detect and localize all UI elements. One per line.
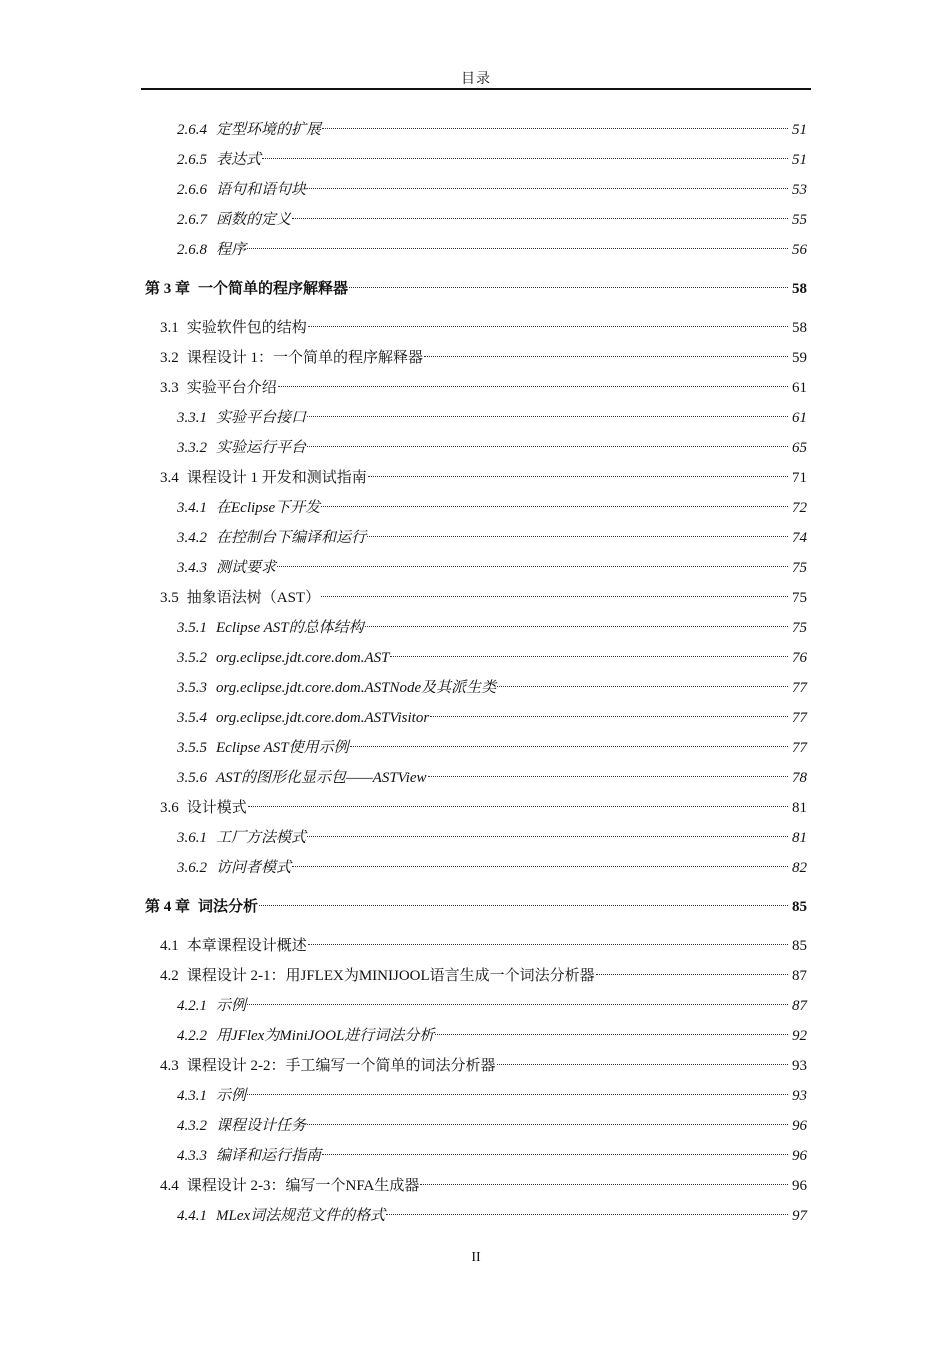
toc-entry[interactable] <box>141 145 811 175</box>
toc-entry-number: 4.1 <box>160 938 179 954</box>
toc-entry-page: 51 <box>792 152 807 168</box>
toc-entry-title: 编译和运行指南 <box>216 1148 322 1164</box>
toc-entry-page: 71 <box>792 470 807 486</box>
toc-entry-title: 实验软件包的结构 <box>186 320 307 336</box>
toc-entry-page: 75 <box>792 560 807 576</box>
dot-leader <box>308 326 788 327</box>
toc-entry-page: 87 <box>792 968 807 984</box>
dot-leader <box>307 1124 788 1125</box>
dot-leader <box>386 1214 788 1215</box>
toc-entry-number: 3.4.3 <box>177 560 207 576</box>
toc-entry-page: 58 <box>792 320 807 336</box>
dot-leader <box>497 1064 789 1065</box>
toc-entry-number: 3.6.2 <box>177 860 207 876</box>
toc-entry-number: 4.3.3 <box>177 1148 207 1164</box>
toc-entry-title: 实验运行平台 <box>216 440 307 456</box>
toc-entry-page: 93 <box>792 1088 807 1104</box>
toc-entry[interactable] <box>141 1081 811 1111</box>
toc-entry[interactable] <box>141 493 811 523</box>
toc-entry-title: 示例 <box>216 1088 247 1104</box>
toc-entry-page: 61 <box>792 410 807 426</box>
toc-entry-number: 3.4 <box>160 470 179 486</box>
toc-entry-number: 3.5.2 <box>177 650 207 666</box>
toc-entry-title: Eclipse AST的总体结构 <box>216 620 364 636</box>
toc-entry-number: 第 4 章 <box>145 899 191 915</box>
toc-entry-title: 用JFlex为MiniJOOL进行词法分析 <box>216 1028 435 1044</box>
toc-entry-page: 81 <box>792 800 807 816</box>
toc-entry-title: 课程设计 2-3：编写一个NFA生成器 <box>186 1178 420 1194</box>
dot-leader <box>365 626 788 627</box>
toc-entry-title: org.eclipse.jdt.core.dom.ASTNode及其派生类 <box>216 680 497 696</box>
page-number: II <box>471 1250 481 1265</box>
dot-leader <box>349 287 788 288</box>
toc-entry-title: 在控制台下编译和运行 <box>216 530 367 546</box>
toc-entry-number: 3.1 <box>160 320 179 336</box>
toc-chapter-entry[interactable] <box>141 887 811 927</box>
toc-entry-title: 本章课程设计概述 <box>186 938 307 954</box>
toc-entry[interactable] <box>141 793 811 823</box>
toc-entry-page: 96 <box>792 1118 807 1134</box>
dot-leader <box>420 1184 788 1185</box>
toc-entry-number: 2.6.7 <box>177 212 207 228</box>
toc-entry-page: 77 <box>792 740 807 756</box>
running-header: 目录 <box>461 72 491 87</box>
toc-entry-title: 表达式 <box>216 152 262 168</box>
toc-entry-title: 课程设计任务 <box>216 1118 307 1134</box>
dot-leader <box>321 596 788 597</box>
dot-leader <box>247 1004 788 1005</box>
toc-entry-title: 抽象语法树（AST） <box>186 590 321 606</box>
toc-entry-page: 65 <box>792 440 807 456</box>
dot-leader <box>428 776 788 777</box>
toc-entry-number: 2.6.4 <box>177 122 207 138</box>
dot-leader <box>322 1154 788 1155</box>
toc-entry-page: 55 <box>792 212 807 228</box>
toc-entry-page: 75 <box>792 590 807 606</box>
toc-entry[interactable] <box>141 931 811 961</box>
toc-entry-page: 78 <box>792 770 807 786</box>
toc-entry-page: 74 <box>792 530 807 546</box>
toc-entry[interactable] <box>141 1171 811 1201</box>
toc-entry-title: 课程设计 1 开发和测试指南 <box>186 470 367 486</box>
toc-entry-page: 58 <box>792 281 807 297</box>
toc-entry-page: 92 <box>792 1028 807 1044</box>
dot-leader <box>259 905 788 906</box>
header-rule <box>141 88 811 90</box>
toc-entry-number: 2.6.8 <box>177 242 207 258</box>
toc-entry[interactable] <box>141 643 811 673</box>
toc-entry-number: 3.3.1 <box>177 410 207 426</box>
toc-entry-title: 示例 <box>216 998 247 1014</box>
toc-entry[interactable] <box>141 1051 811 1081</box>
toc-entry-page: 85 <box>792 899 807 915</box>
toc-entry-title: 程序 <box>216 242 247 258</box>
toc-entry[interactable] <box>141 733 811 763</box>
toc-entry[interactable] <box>141 703 811 733</box>
toc-entry-title: 课程设计 2-2：手工编写一个简单的词法分析器 <box>186 1058 496 1074</box>
toc-entry-page: 87 <box>792 998 807 1014</box>
toc-entry-page: 61 <box>792 380 807 396</box>
toc-entry-title: 实验平台接口 <box>216 410 307 426</box>
toc-entry-number: 4.4.1 <box>177 1208 207 1224</box>
toc-entry-title: 语句和语句块 <box>216 182 307 198</box>
toc-entry-page: 51 <box>792 122 807 138</box>
toc-entry-title: 访问者模式 <box>216 860 292 876</box>
toc-entry-page: 82 <box>792 860 807 876</box>
toc-entry[interactable] <box>141 313 811 343</box>
dot-leader <box>307 446 788 447</box>
toc-entry-number: 3.3 <box>160 380 179 396</box>
toc-chapter-entry[interactable] <box>141 269 811 309</box>
toc-entry-title: 工厂方法模式 <box>216 830 307 846</box>
toc-entry-title: 函数的定义 <box>216 212 292 228</box>
toc-entry-number: 4.4 <box>160 1178 179 1194</box>
toc-entry-page: 96 <box>792 1148 807 1164</box>
toc-entry-number: 3.6.1 <box>177 830 207 846</box>
toc-entry-page: 81 <box>792 830 807 846</box>
dot-leader <box>262 158 788 159</box>
table-of-contents <box>141 115 811 1231</box>
toc-entry-number: 3.5.6 <box>177 770 207 786</box>
toc-entry-number: 2.6.5 <box>177 152 207 168</box>
toc-entry-title: 在Eclipse下开发 <box>216 500 321 516</box>
toc-entry[interactable] <box>141 373 811 403</box>
dot-leader <box>307 188 788 189</box>
toc-entry-number: 3.5.3 <box>177 680 207 696</box>
toc-entry-page: 97 <box>792 1208 807 1224</box>
toc-entry-number: 3.5.1 <box>177 620 207 636</box>
toc-entry-number: 4.2.1 <box>177 998 207 1014</box>
toc-entry[interactable] <box>141 763 811 793</box>
dot-leader <box>350 746 788 747</box>
toc-entry-title: AST的图形化显示包——ASTView <box>216 770 427 786</box>
toc-entry[interactable] <box>141 553 811 583</box>
toc-entry-page: 72 <box>792 500 807 516</box>
toc-entry-number: 4.2.2 <box>177 1028 207 1044</box>
toc-entry[interactable] <box>141 853 811 883</box>
toc-entry-title: 词法分析 <box>198 899 259 915</box>
toc-entry-title: MLex词法规范文件的格式 <box>216 1208 386 1224</box>
toc-entry[interactable] <box>141 403 811 433</box>
dot-leader <box>292 218 788 219</box>
dot-leader <box>497 686 788 687</box>
toc-entry-number: 3.4.1 <box>177 500 207 516</box>
toc-entry-title: Eclipse AST使用示例 <box>216 740 349 756</box>
toc-entry[interactable] <box>141 613 811 643</box>
toc-entry-page: 96 <box>792 1178 807 1194</box>
toc-entry[interactable] <box>141 961 811 991</box>
dot-leader <box>292 866 788 867</box>
toc-entry[interactable] <box>141 433 811 463</box>
dot-leader <box>308 944 788 945</box>
toc-entry-number: 4.3.1 <box>177 1088 207 1104</box>
dot-leader <box>277 566 788 567</box>
dot-leader <box>278 386 788 387</box>
toc-entry-title: 定型环境的扩展 <box>216 122 322 138</box>
toc-entry-number: 第 3 章 <box>145 281 191 297</box>
toc-entry-page: 76 <box>792 650 807 666</box>
toc-entry-title: 实验平台介绍 <box>186 380 277 396</box>
toc-entry[interactable] <box>141 523 811 553</box>
toc-entry-page: 93 <box>792 1058 807 1074</box>
toc-entry[interactable] <box>141 343 811 373</box>
dot-leader <box>307 836 788 837</box>
toc-entry-number: 4.3.2 <box>177 1118 207 1134</box>
toc-entry-number: 3.5 <box>160 590 179 606</box>
toc-entry-number: 3.5.4 <box>177 710 207 726</box>
toc-entry[interactable] <box>141 463 811 493</box>
toc-entry-title: 课程设计 2-1：用JFLEX为MINIJOOL语言生成一个词法分析器 <box>186 968 595 984</box>
toc-entry-title: 课程设计 1：一个简单的程序解释器 <box>186 350 424 366</box>
toc-entry-title: 测试要求 <box>216 560 277 576</box>
toc-entry[interactable] <box>141 205 811 235</box>
dot-leader <box>248 806 788 807</box>
dot-leader <box>368 476 788 477</box>
toc-entry-number: 3.6 <box>160 800 179 816</box>
dot-leader <box>596 974 788 975</box>
dot-leader <box>435 1034 788 1035</box>
toc-entry-title: 设计模式 <box>186 800 247 816</box>
toc-entry-page: 56 <box>792 242 807 258</box>
toc-entry[interactable] <box>141 583 811 613</box>
toc-entry-number: 4.2 <box>160 968 179 984</box>
toc-entry-title: 一个简单的程序解释器 <box>198 281 349 297</box>
dot-leader <box>367 536 788 537</box>
toc-entry-page: 77 <box>792 710 807 726</box>
toc-entry[interactable] <box>141 175 811 205</box>
toc-entry[interactable] <box>141 115 811 145</box>
toc-entry[interactable] <box>141 1201 811 1231</box>
dot-leader <box>430 716 788 717</box>
toc-entry-page: 77 <box>792 680 807 696</box>
toc-entry-title: org.eclipse.jdt.core.dom.ASTVisitor <box>216 710 430 726</box>
toc-entry[interactable] <box>141 1021 811 1051</box>
toc-entry[interactable] <box>141 991 811 1021</box>
dot-leader <box>424 356 788 357</box>
toc-entry-number: 3.4.2 <box>177 530 207 546</box>
toc-entry[interactable] <box>141 235 811 265</box>
dot-leader <box>247 1094 788 1095</box>
toc-entry-number: 3.5.5 <box>177 740 207 756</box>
dot-leader <box>247 248 788 249</box>
toc-entry-page: 53 <box>792 182 807 198</box>
toc-entry-number: 3.3.2 <box>177 440 207 456</box>
dot-leader <box>322 128 788 129</box>
toc-entry-number: 2.6.6 <box>177 182 207 198</box>
toc-entry-page: 85 <box>792 938 807 954</box>
toc-entry-number: 4.3 <box>160 1058 179 1074</box>
toc-entry-title: org.eclipse.jdt.core.dom.AST <box>216 650 390 666</box>
toc-entry-page: 75 <box>792 620 807 636</box>
toc-entry-number: 3.2 <box>160 350 179 366</box>
toc-entry[interactable] <box>141 1141 811 1171</box>
toc-entry[interactable] <box>141 823 811 853</box>
toc-entry[interactable] <box>141 1111 811 1141</box>
dot-leader <box>321 506 788 507</box>
dot-leader <box>307 416 788 417</box>
dot-leader <box>390 656 788 657</box>
toc-entry-page: 59 <box>792 350 807 366</box>
toc-entry[interactable] <box>141 673 811 703</box>
